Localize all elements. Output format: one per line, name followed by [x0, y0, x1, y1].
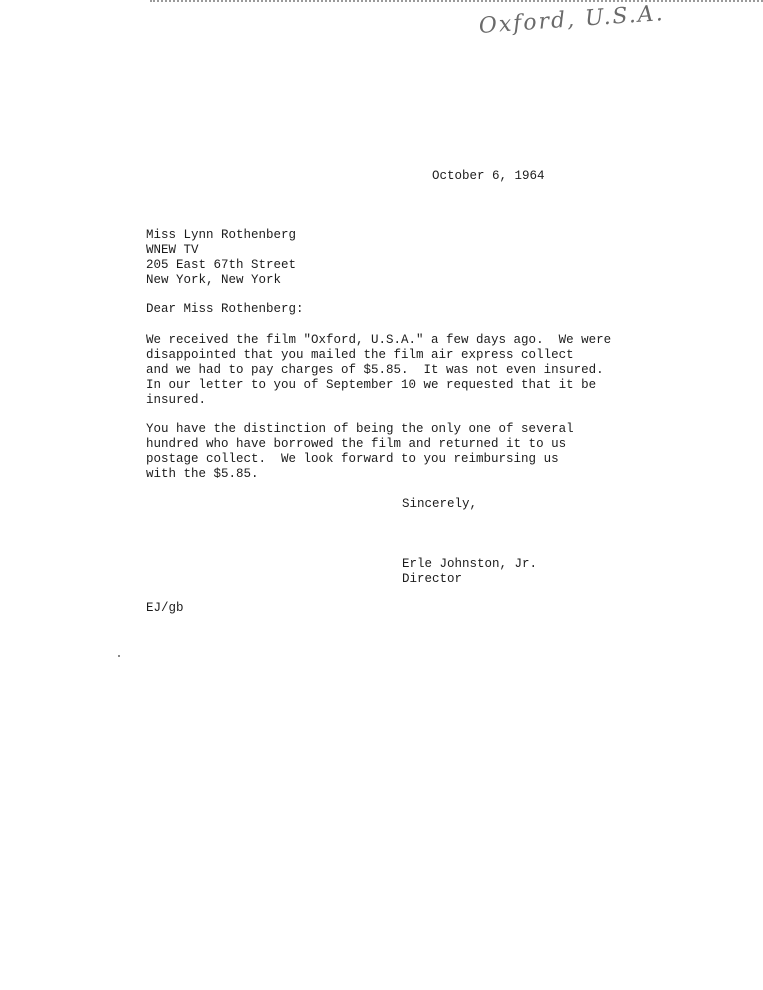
signer-name: Erle Johnston, Jr.: [402, 557, 538, 571]
paragraph-line: insured.: [146, 393, 207, 407]
letter-date: October 6, 1964: [432, 169, 545, 183]
recipient-street: 205 East 67th Street: [146, 258, 297, 272]
recipient-name: Miss Lynn Rothenberg: [146, 228, 297, 242]
paragraph-line: with the $5.85.: [146, 467, 259, 481]
recipient-organization: WNEW TV: [146, 243, 199, 257]
paragraph-line: postage collect. We look forward to you reimbursing us: [146, 452, 559, 466]
paragraph-line: hundred who have borrowed the film and returned it to us: [146, 437, 567, 451]
scan-speck: [118, 655, 120, 657]
typist-initials: EJ/gb: [146, 601, 184, 615]
signer-title: Director: [402, 572, 463, 586]
paragraph-line: You have the distinction of being the only one of several: [146, 422, 574, 436]
closing: Sincerely,: [402, 497, 478, 511]
paragraph-line: disappointed that you mailed the film air express collect: [146, 348, 574, 362]
handwritten-margin-note: Oxford, U.S.A.: [478, 1, 666, 39]
paragraph-line: We received the film "Oxford, U.S.A." a few days ago. We were: [146, 333, 612, 347]
paragraph-line: and we had to pay charges of $5.85. It was not even insured.: [146, 363, 604, 377]
recipient-city: New York, New York: [146, 273, 282, 287]
salutation: Dear Miss Rothenberg:: [146, 302, 304, 316]
paragraph-line: In our letter to you of September 10 we requested that it be: [146, 378, 597, 392]
page-edge-dotted-line: [150, 0, 763, 2]
